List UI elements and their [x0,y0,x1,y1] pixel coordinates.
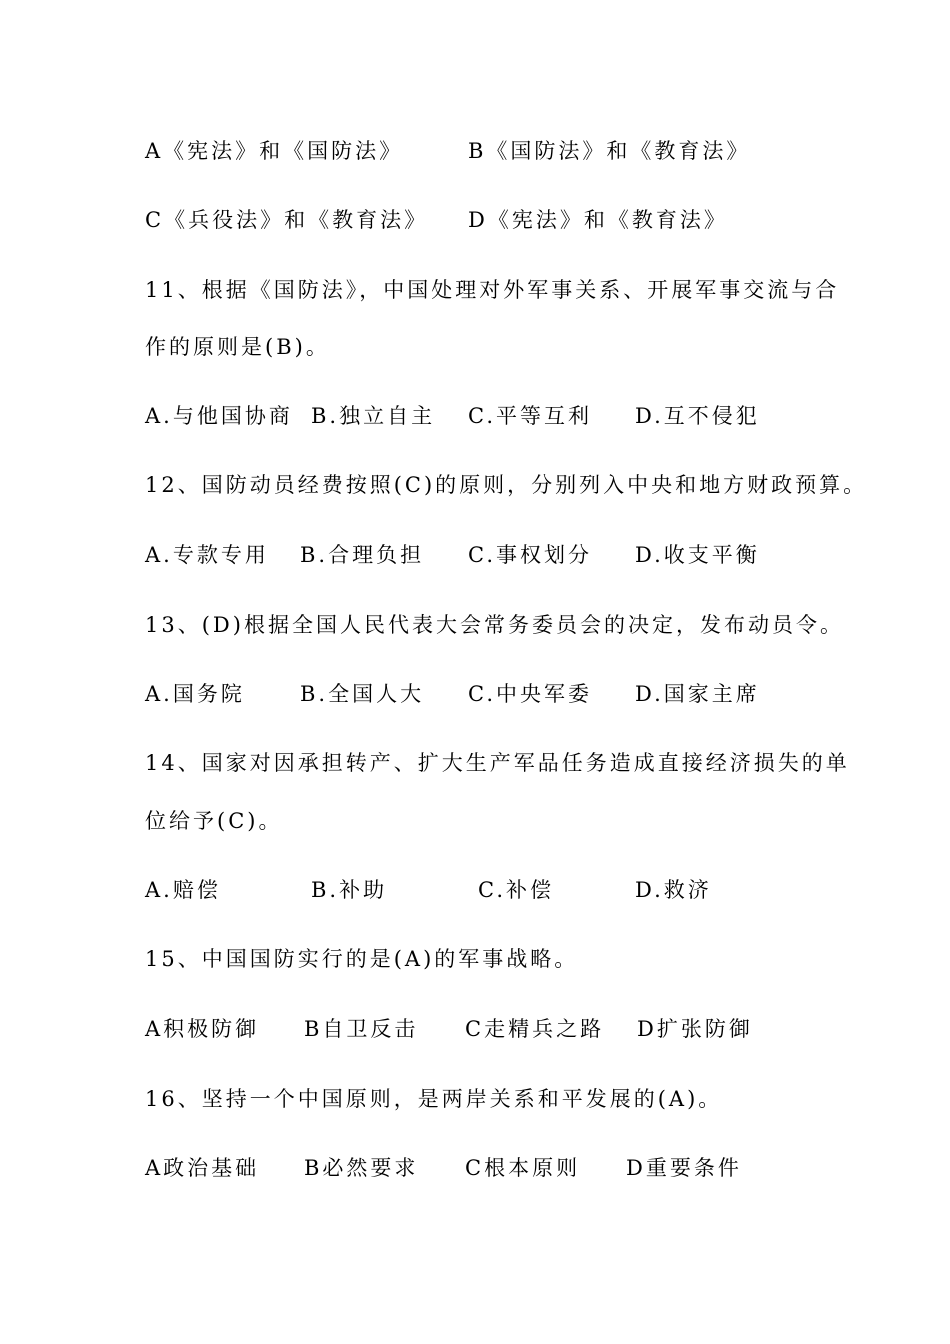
q11-option-b: B.独立自主 [311,404,436,428]
q16-text-line1: 16、坚持一个中国原则，是两岸关系和平发展的(A)。 [145,1087,723,1111]
q15-option-b: B自卫反击 [304,1017,419,1041]
q11-option-a: A.与他国协商 [145,404,293,428]
q16-option-d: D重要条件 [626,1156,742,1180]
q11-text-line2: 作的原则是(B)。 [145,335,330,359]
q13-option-c: C.中央军委 [468,682,592,706]
q16-option-b: B必然要求 [304,1156,419,1180]
q14-option-d: D.救济 [635,878,712,902]
q15-text-line1: 15、中国国防实行的是(A)的军事战略。 [145,947,579,971]
q15-option-a: A积极防御 [145,1017,260,1041]
q11-option-c: C.平等互利 [468,404,592,428]
q10-option-c: C《兵役法》和《教育法》 [145,208,429,232]
q14-text-line1: 14、国家对因承担转产、扩大生产军品任务造成直接经济损失的单 [145,751,850,775]
q11-option-d: D.互不侵犯 [635,404,760,428]
q16-option-c: C根本原则 [465,1156,581,1180]
q13-text-line1: 13、(D)根据全国人民代表大会常务委员会的决定，发布动员令。 [145,613,844,637]
q13-option-d: D.国家主席 [635,682,760,706]
q12-option-d: D.收支平衡 [635,543,760,567]
q12-option-a: A.专款专用 [145,543,269,567]
q13-option-b: B.全国人大 [300,682,425,706]
q14-option-a: A.赔偿 [145,878,221,902]
q14-option-b: B.补助 [311,878,388,902]
q10-option-b: B《国防法》和《教育法》 [468,139,751,163]
q12-option-c: C.事权划分 [468,543,592,567]
q15-option-d: D扩张防御 [637,1017,753,1041]
q12-text-line1: 12、国防动员经费按照(C)的原则，分别列入中央和地方财政预算。 [145,473,868,497]
q13-option-a: A.国务院 [145,682,245,706]
q11-text-line1: 11、根据《国防法》，中国处理对外军事关系、开展军事交流与合 [145,278,840,302]
q10-option-a: A《宪法》和《国防法》 [145,139,404,163]
q12-option-b: B.合理负担 [300,543,425,567]
q16-option-a: A政治基础 [145,1156,260,1180]
q10-option-d: D《宪法》和《教育法》 [468,208,728,232]
q14-option-c: C.补偿 [478,878,554,902]
q15-option-c: C走精兵之路 [465,1017,605,1041]
q14-text-line2: 位给予(C)。 [145,809,283,833]
